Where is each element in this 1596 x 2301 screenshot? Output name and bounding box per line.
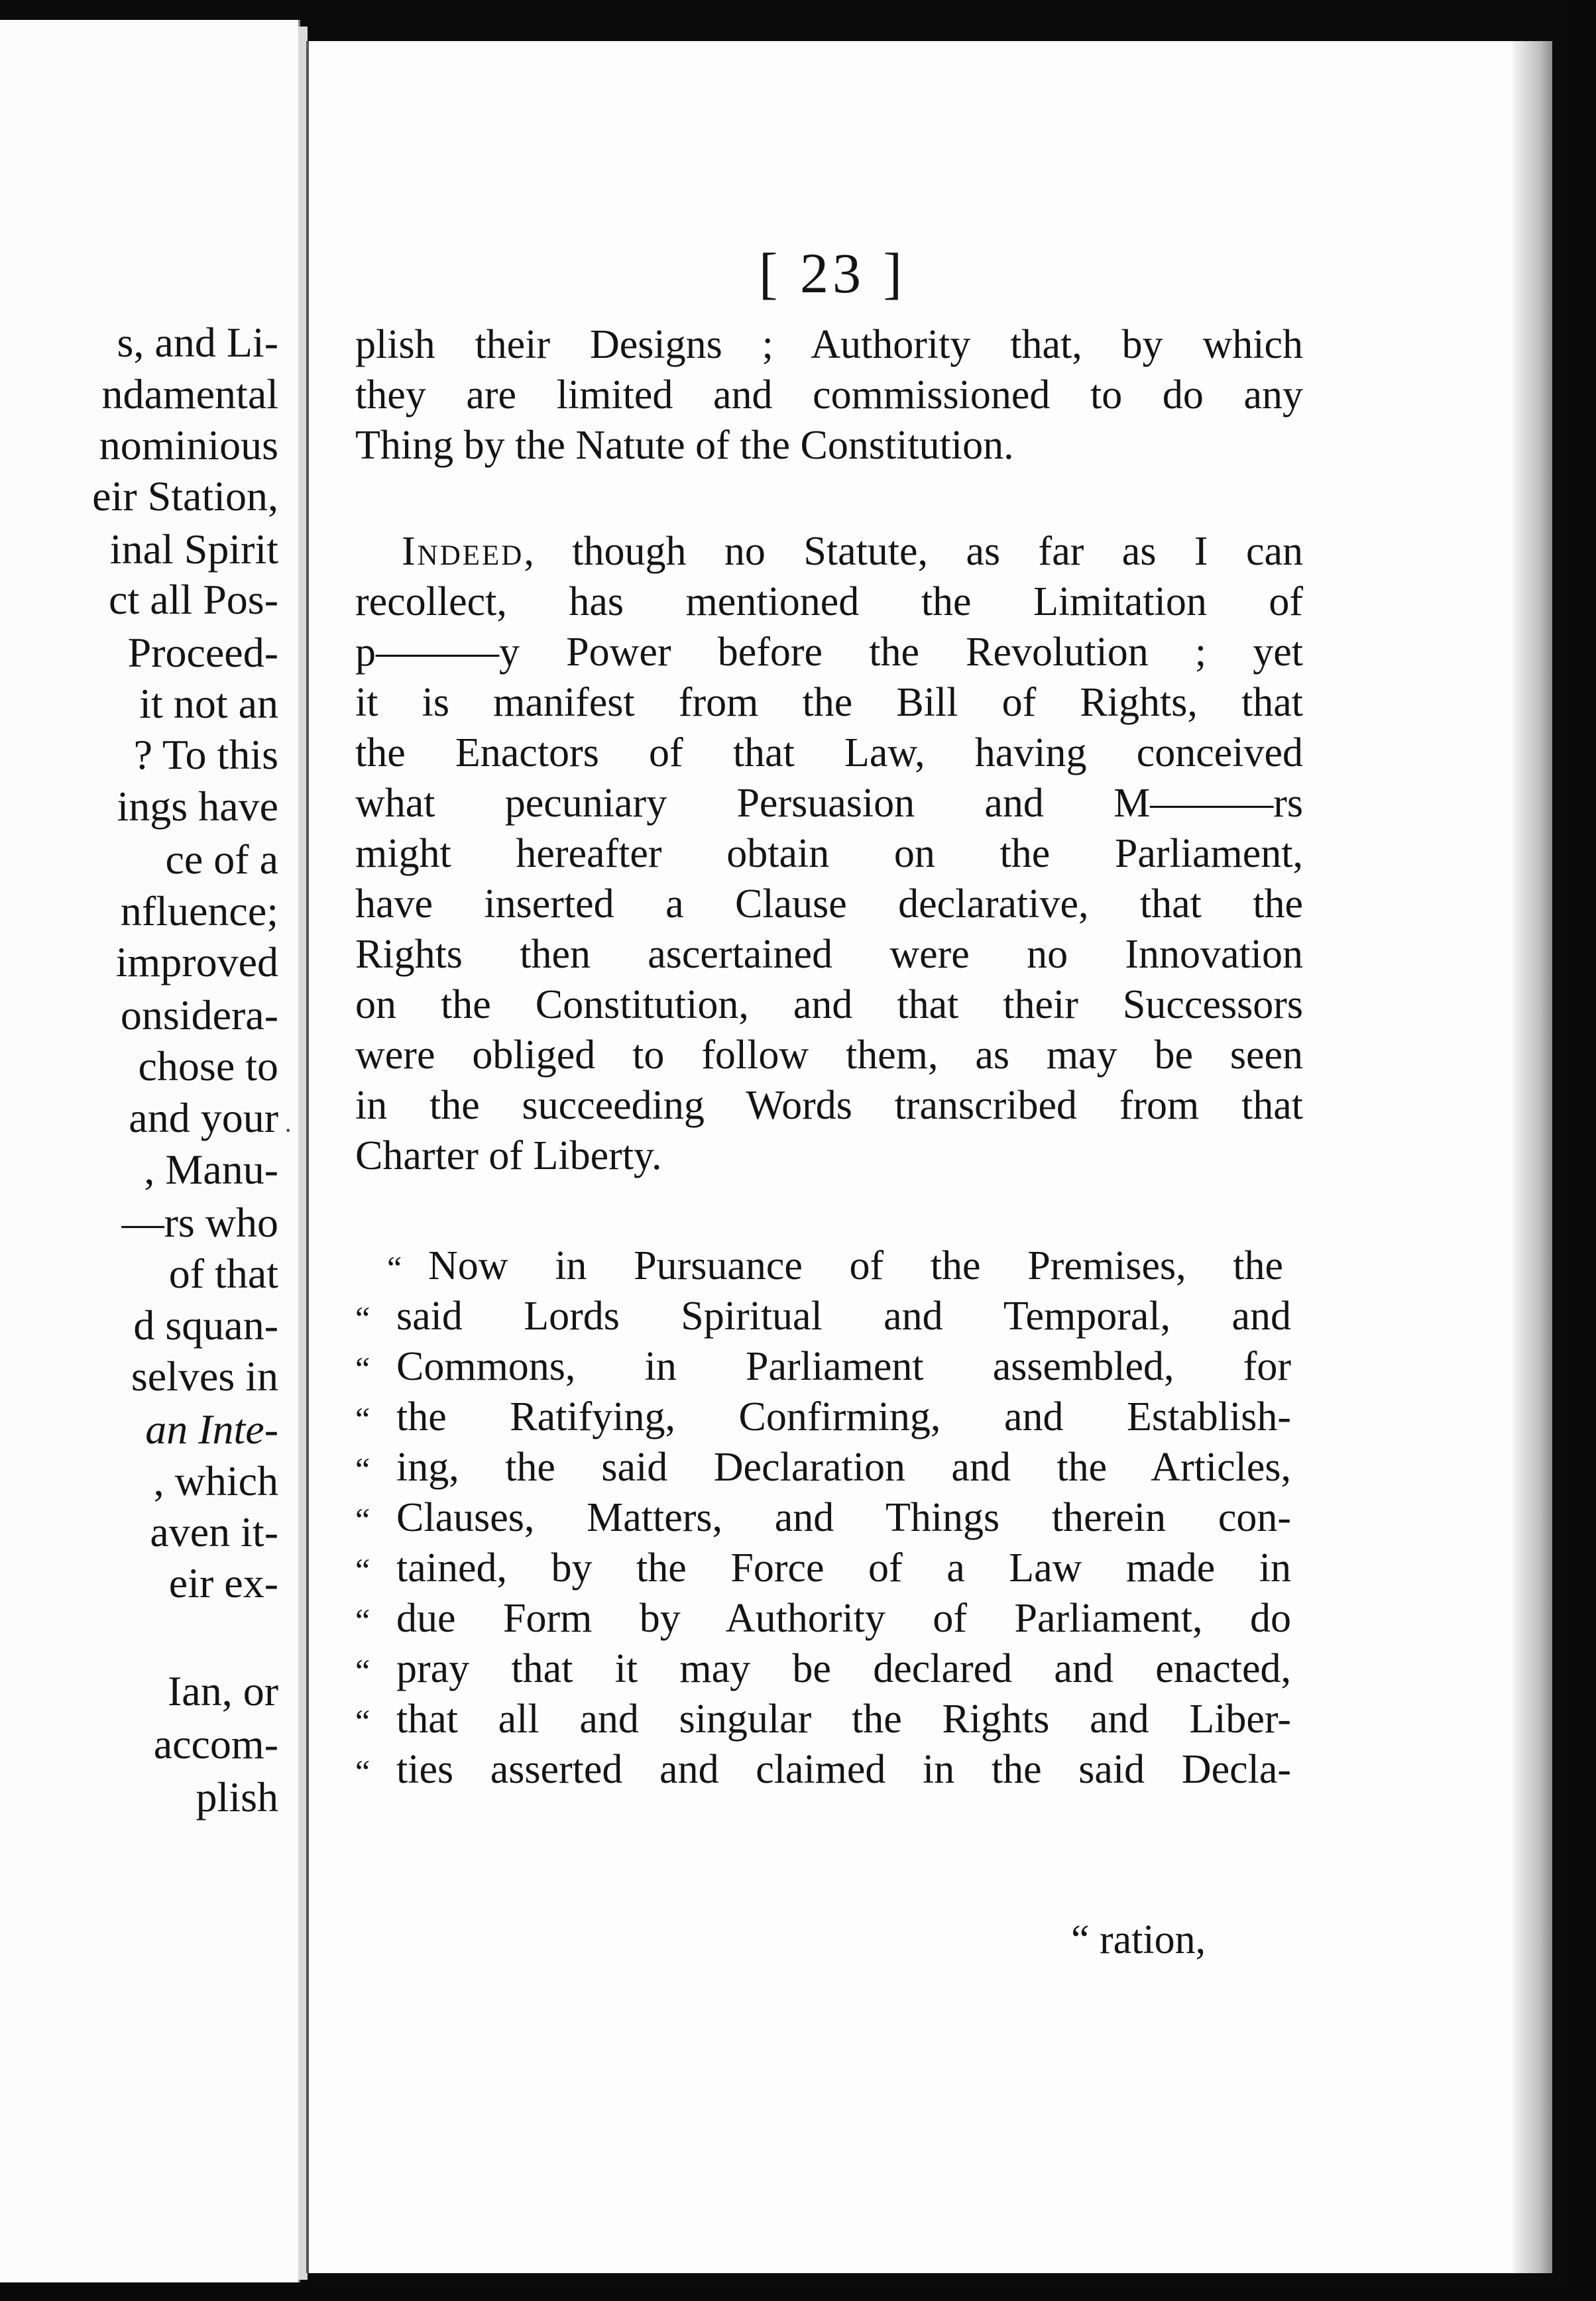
quote-line <box>355 1341 1303 1392</box>
quotation-mark: “ <box>387 1249 402 1286</box>
quotation-mark: “ <box>355 1753 370 1790</box>
quotation-mark: “ <box>355 1551 370 1589</box>
small-caps-opener: Indeed <box>402 529 524 574</box>
text-line: the Enactors of that Law, having conceived <box>355 730 1303 775</box>
left-page-fragment: inal Spirit <box>109 526 278 573</box>
left-page-fragment: Ian, or <box>167 1667 278 1714</box>
left-page-fragment: ndamental <box>101 370 278 418</box>
left-page-fragment: an Inte- <box>145 1406 278 1453</box>
left-page-fragment: , which <box>153 1457 278 1504</box>
quote-line-text: Now in Pursuance of the Premises, the <box>428 1243 1283 1288</box>
margin-mark: · <box>284 1115 293 1145</box>
quote-line <box>355 1241 1303 1291</box>
quote-line <box>355 1543 1303 1593</box>
quotation-mark: “ <box>355 1652 370 1689</box>
quote-line <box>355 1744 1303 1795</box>
quotation-mark: “ <box>355 1350 370 1387</box>
quote-line-text: Clauses, Matters, and Things therein con- <box>396 1495 1291 1540</box>
left-page-fragment: , Manu- <box>144 1146 278 1193</box>
text-line: it is manifest from the Bill of Rights, that <box>355 680 1303 725</box>
left-page-fragment: and your <box>129 1094 278 1141</box>
text-line: they are limited and commissioned to do any <box>355 372 1303 418</box>
left-page-fragment: ct all Pos- <box>109 576 278 623</box>
left-page-fragment: d squan- <box>133 1302 278 1349</box>
left-page-fragment: nominious <box>99 421 278 469</box>
quote-line-text: ties asserted and claimed in the said Decla- <box>396 1747 1291 1792</box>
left-page-fragment: nfluence; <box>120 887 278 934</box>
scanner-border-bottom <box>0 2282 1596 2301</box>
left-page-fragment: Proceed- <box>127 629 278 676</box>
text-line: have inserted a Clause declarative, that the <box>355 881 1303 926</box>
page-edge-shadow <box>1512 41 1552 2273</box>
scanner-border-right <box>1569 0 1596 2301</box>
right-page <box>284 41 1552 2273</box>
quotation-mark: “ <box>355 1300 370 1337</box>
quotation-mark: “ <box>355 1501 370 1538</box>
quotation-mark: “ <box>355 1703 370 1740</box>
left-page-fragment: ce of a <box>165 836 278 883</box>
catchword: “ ration, <box>1071 1917 1206 1962</box>
quote-line <box>355 1392 1303 1442</box>
text-line: p———y Power before the Revolution ; yet <box>355 630 1303 675</box>
text-line: Charter of Liberty. <box>355 1133 662 1178</box>
quote-line <box>355 1291 1303 1341</box>
quote-line <box>355 1442 1303 1492</box>
quote-line-text: said Lords Spiritual and Temporal, and <box>396 1294 1291 1339</box>
quotation-mark: “ <box>355 1400 370 1437</box>
quote-line-text: due Form by Authority of Parliament, do <box>396 1596 1291 1641</box>
quote-line <box>355 1694 1303 1744</box>
text-line: in the succeeding Words transcribed from that <box>355 1083 1303 1128</box>
left-page-fragment: s, and Li- <box>117 319 278 366</box>
left-page-fragment: plish <box>196 1773 278 1821</box>
left-page-fragment: onsidera- <box>120 991 278 1038</box>
left-page-fragment: eir ex- <box>168 1559 278 1606</box>
text-line: recollect, has mentioned the Limitation of <box>355 579 1303 624</box>
text-line: were obliged to follow them, as may be seen <box>355 1033 1303 1078</box>
text-line: Rights then ascertained were no Innovation <box>355 932 1303 977</box>
left-page-fragment: aven it- <box>150 1508 278 1555</box>
text-line: might hereafter obtain on the Parliament, <box>355 831 1303 876</box>
quote-line-text: pray that it may be declared and enacted, <box>396 1646 1291 1691</box>
page-number: [ 23 ] <box>758 241 907 305</box>
left-page-fragment: of that <box>168 1250 278 1297</box>
quote-line-text: ing, the said Declaration and the Articles, <box>396 1445 1291 1490</box>
quote-line <box>355 1644 1303 1694</box>
text-line: Thing by the Natute of the Constitution. <box>355 423 1014 468</box>
quote-line-text: that all and singular the Rights and Liber- <box>396 1697 1291 1742</box>
quotation-mark: “ <box>355 1602 370 1639</box>
left-page-fragment: chose to <box>138 1042 278 1090</box>
left-page-fragment: selves in <box>131 1353 278 1400</box>
text-line: on the Constitution, and that their Successors <box>355 982 1303 1027</box>
quote-line-text: the Ratifying, Confirming, and Establish- <box>396 1394 1291 1439</box>
quote-line-text: Commons, in Parliament assembled, for <box>396 1344 1291 1389</box>
left-page-fragment: accom- <box>153 1720 278 1768</box>
text-line: plish their Designs ; Authority that, by which <box>355 322 1303 367</box>
quote-line-text: tained, by the Force of a Law made in <box>396 1545 1291 1591</box>
quote-line <box>355 1492 1303 1543</box>
left-page-fragment: ? To this <box>133 731 278 778</box>
left-facing-page <box>0 20 300 2286</box>
left-page-fragment: —rs who <box>121 1199 278 1246</box>
text-line: what pecuniary Persuasion and M———rs <box>355 781 1303 826</box>
left-page-fragment: it not an <box>139 680 278 727</box>
left-page-fragment: ings have <box>117 783 278 830</box>
quotation-mark: “ <box>355 1451 370 1488</box>
left-page-fragment: improved <box>115 938 278 985</box>
text-line: Indeed, though no Statute, as far as I can <box>402 529 1303 574</box>
quote-line <box>355 1593 1303 1644</box>
left-page-fragment: eir Station, <box>92 473 278 520</box>
